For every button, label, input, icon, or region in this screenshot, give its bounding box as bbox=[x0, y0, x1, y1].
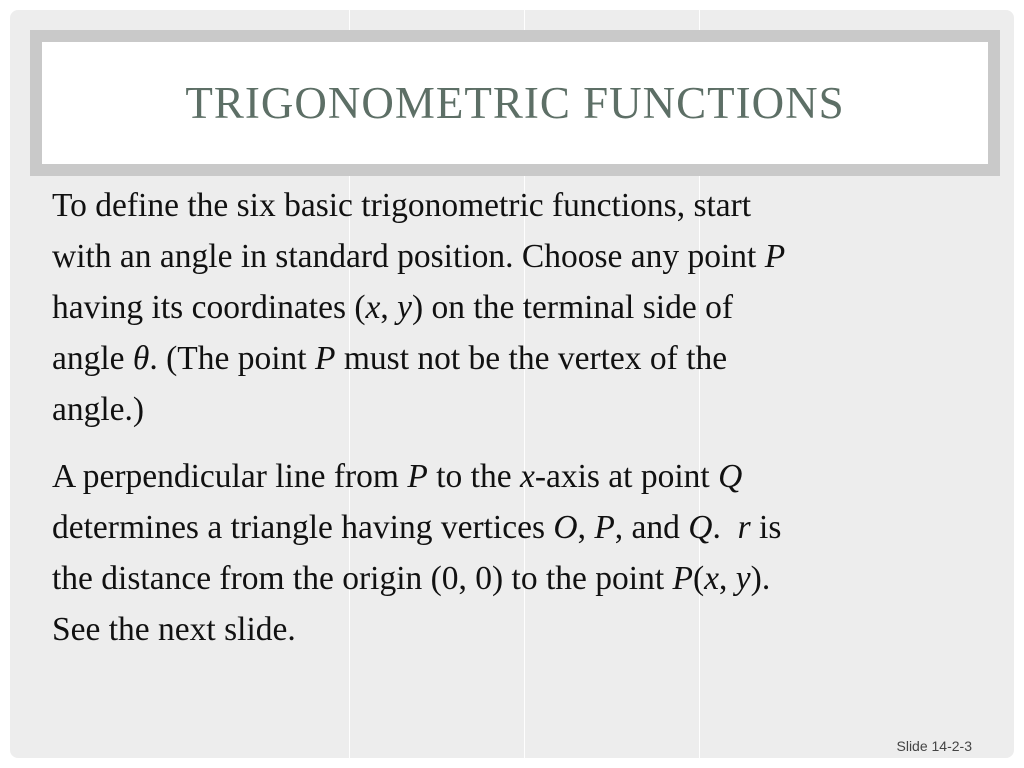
text-run: To define the six basic trigonometric functions, start bbox=[52, 187, 752, 224]
text-line bbox=[52, 451, 992, 502]
text-run: the distance from the origin (0, 0) to the point bbox=[52, 560, 673, 597]
text-run: ( bbox=[693, 560, 705, 597]
text-run: , bbox=[380, 289, 398, 326]
math-var: x bbox=[704, 560, 720, 597]
math-var: y bbox=[397, 289, 413, 326]
text-line bbox=[52, 282, 992, 333]
text-run: -axis at point bbox=[534, 458, 719, 495]
math-var: Q bbox=[718, 458, 743, 495]
math-var: P bbox=[672, 560, 694, 597]
text-run: See the next slide. bbox=[52, 611, 296, 648]
text-run: . (The point bbox=[149, 340, 315, 377]
slide-body bbox=[52, 180, 992, 671]
text-line bbox=[52, 553, 992, 604]
title-box bbox=[42, 42, 988, 164]
text-run: , bbox=[719, 560, 736, 597]
slide-number: Slide 14-2-3 bbox=[896, 738, 972, 754]
text-run: having its coordinates ( bbox=[52, 289, 366, 326]
math-var: P bbox=[594, 509, 615, 546]
text-run: is bbox=[750, 509, 782, 546]
text-run: A perpendicular line from bbox=[52, 458, 408, 495]
math-var: O bbox=[553, 509, 578, 546]
math-var: x bbox=[365, 289, 381, 326]
paragraph-2 bbox=[52, 451, 992, 655]
text-run: ) on the terminal side of bbox=[412, 289, 733, 326]
title-frame bbox=[30, 30, 1000, 176]
math-var: θ bbox=[132, 340, 150, 377]
text-line bbox=[52, 502, 992, 553]
text-line bbox=[52, 333, 992, 384]
math-var: Q bbox=[688, 509, 713, 546]
text-run: angle.) bbox=[52, 391, 145, 428]
math-var: P bbox=[764, 238, 786, 275]
slide-title: TRIGONOMETRIC FUNCTIONS bbox=[185, 78, 845, 128]
text-run: , and bbox=[614, 509, 689, 546]
text-run: with an angle in standard position. Choose any point bbox=[52, 238, 765, 275]
text-run: ). bbox=[750, 560, 771, 597]
text-run: angle bbox=[52, 340, 133, 377]
text-run: . bbox=[712, 509, 738, 546]
text-line bbox=[52, 384, 992, 435]
math-var: P bbox=[407, 458, 428, 495]
text-line bbox=[52, 180, 992, 231]
text-run: determines a triangle having vertices bbox=[52, 509, 554, 546]
text-run: to the bbox=[427, 458, 520, 495]
math-var: y bbox=[735, 560, 751, 597]
text-line bbox=[52, 604, 992, 655]
text-run: , bbox=[577, 509, 595, 546]
text-line bbox=[52, 231, 992, 282]
text-run: must not be the vertex of the bbox=[335, 340, 728, 377]
paragraph-1 bbox=[52, 180, 992, 435]
math-var: r bbox=[737, 509, 751, 546]
math-var: P bbox=[315, 340, 336, 377]
math-var: x bbox=[519, 458, 535, 495]
